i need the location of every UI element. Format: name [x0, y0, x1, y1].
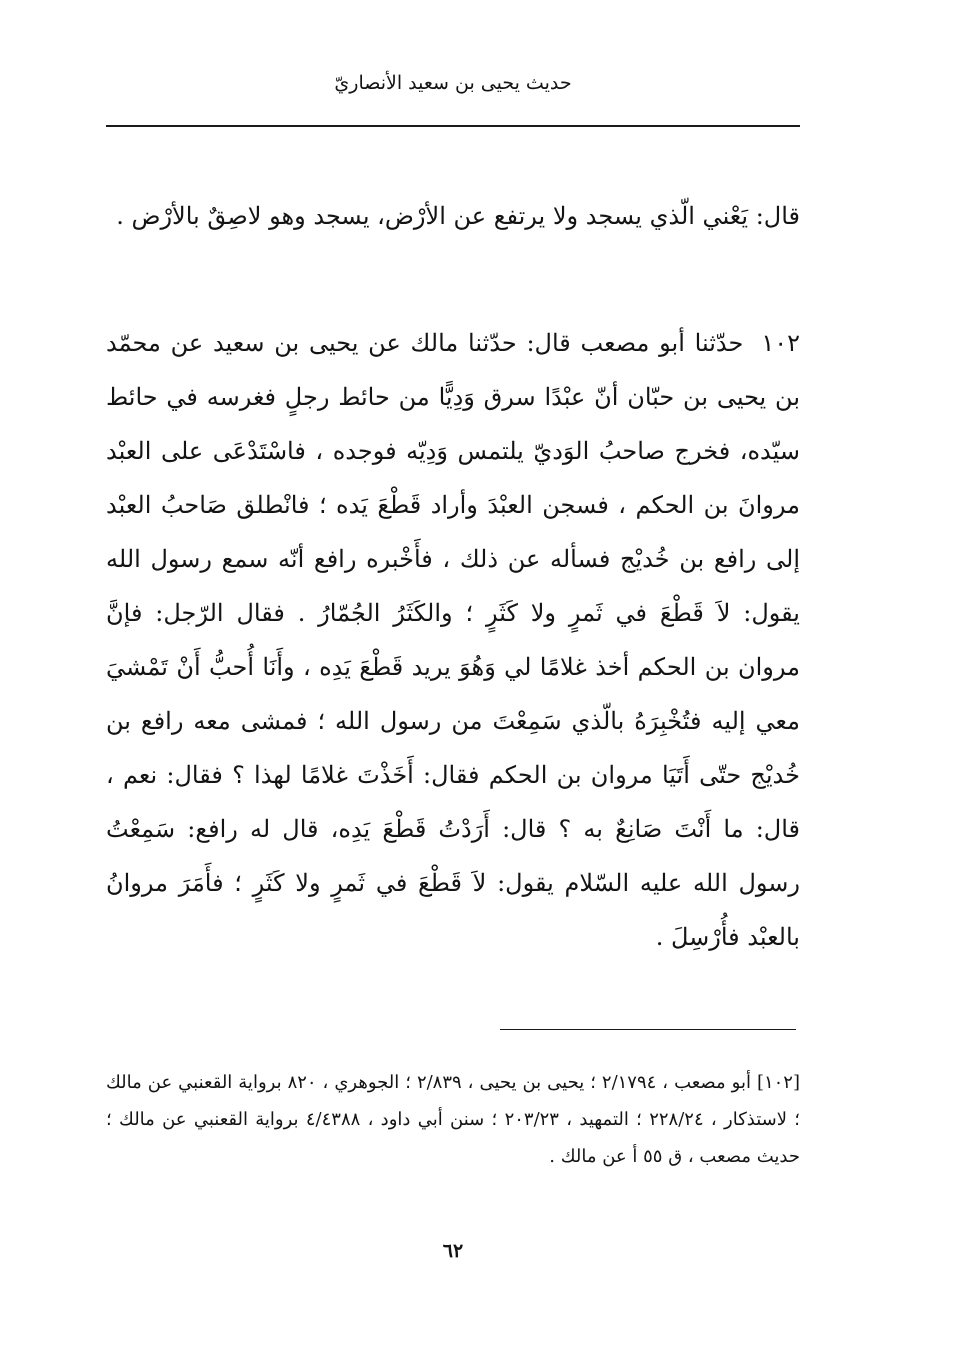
hadith-text: حدّثنا أبو مصعب قال: حدّثنا مالك عن يحيى بن سعيد عن محمّد بن يحيى بن حبّان أنّ عبْدًا سرق وَدِيًّا من حائط رجلٍ فغرسه في حائط سيّده، فخرج صاحبُ الوَديّ يلتمس وَدِيّه فوجده ، فاسْتَدْعَى على العبْد مروانَ بن الحكم ، فسجن العبْدَ وأراد قَطْعَ يَده ؛ فانْطلق صَاحبُ العبْد إلى رافع بن خُديْج فسأله عن ذلك ، فأَخْبره رافع أنّه سمع رسول الله يقول: لاَ قَطْعَ في ثَمرٍ ولا كَثَرٍ ؛ والكَثَرُ الجُمّارُ . فقال الرّجل: فإنَّ مروان بن الحكم أخذ غلامًا لي وَهُوَ يريد قَطْعَ يَدِه ، وأَنَا أُحبُّ أَنْ تَمْشيَ معي إليه فتُخْبِرَهُ بالّذي سَمِعْتَ من رسول الله ؛ فمشى معه رافع بن خُديْج حتّى أَتَيَا مروان بن الحكم فقال: أَخَذْتَ غلامًا لهذا ؟ فقال: نعم ، قال: ما أَنْتَ صَانِعٌ به ؟ قال: أَرَدْتُ قَطْعَ يَدِه، قال له رافع: سَمِعْتُ رسول الله عليه السّلام يقول: لاَ قَطْعَ في ثَمرٍ ولا كَثَرٍ ؛ فأَمَرَ مروانُ بالعبْد فأُرْسِلَ . [106, 329, 801, 951]
header-rule [106, 125, 800, 127]
hadith-paragraph [106, 316, 800, 964]
footnote-separator [500, 1029, 796, 1030]
intro-paragraph: قال: يَعْني الّذي يسجد ولا يرتفع عن الأرْض، يسجد وهو لاصِقٌ بالأرْض . [116, 202, 800, 230]
hadith-number: ١٠٢ [761, 329, 800, 357]
footnote: [١٠٢] أبو مصعب ، ٢/١٧٩٤ ؛ يحيى بن يحيى ، ٢/٨٣٩ ؛ الجوهري ، ٨٢٠ برواية القعنبي عن مالك ؛ لاستذكار ، ٢٢٨/٢٤ ؛ التمهيد ، ٢٠٣/٢٣ ؛ سنن أبي داود ، ٤/٤٣٨٨ برواية القعنبي عن مالك ؛ حديث مصعب ، ق ٥٥ أ عن مالك . [106, 1072, 801, 1167]
page-number: ٦٢ [442, 1240, 464, 1262]
running-head: حديث يحيى بن سعيد الأنصاريّ [334, 72, 572, 94]
